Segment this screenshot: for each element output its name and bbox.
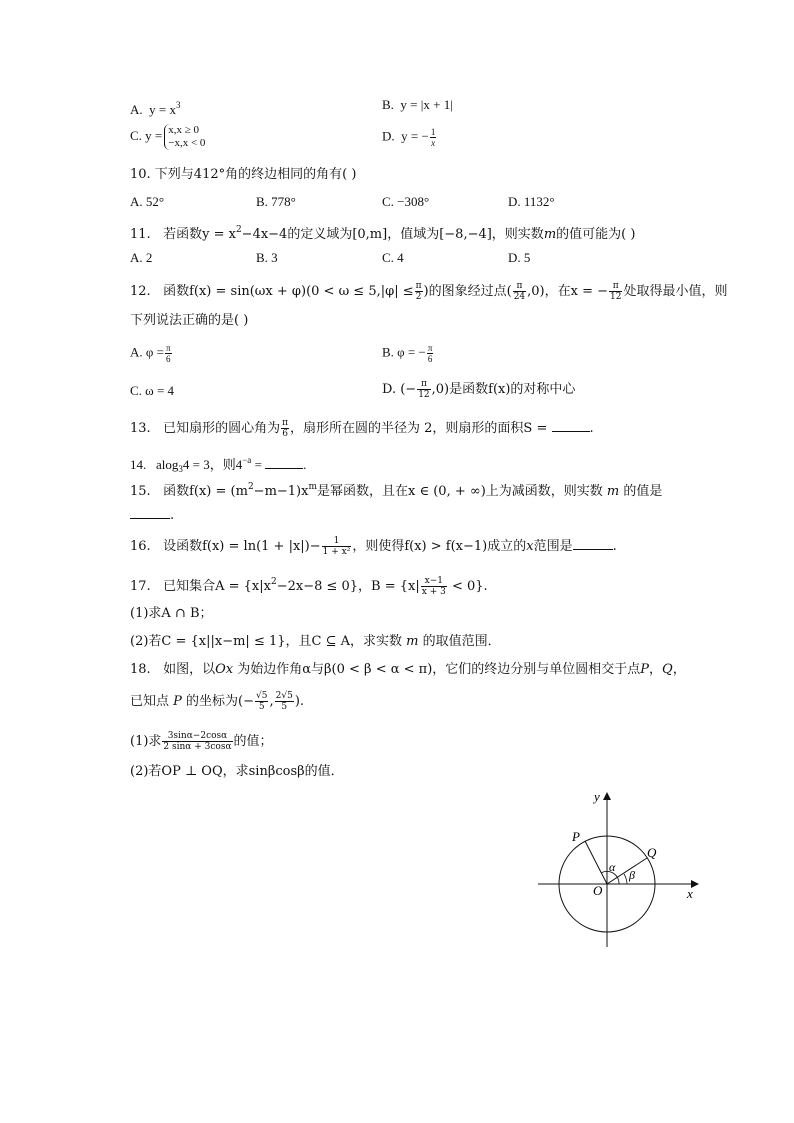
q13-answer-blank[interactable] — [552, 419, 590, 432]
beta-label: β — [629, 868, 635, 882]
q10-option-b: B. 778° — [256, 194, 296, 209]
q16-answer-blank[interactable] — [573, 537, 613, 550]
q10-option-c: C. −308° — [382, 194, 430, 209]
q15-answer-blank[interactable] — [130, 506, 170, 519]
q9-option-d: D. y = − $\frac{1}{x}$ — [382, 127, 436, 148]
q18-part2: (2)若OP ⊥ OQ，求sinβcosβ的值． — [130, 764, 344, 779]
y-axis-label: y — [594, 789, 600, 804]
q18-part1: (1)求 $\frac{3\sin\alpha-2\cos\alpha}{2 \sin\alpha + 3\cos\alpha}$ 的值； — [130, 731, 273, 752]
q11-option-c: C. 4 — [382, 250, 404, 265]
q12-option-a: A. φ = $\frac{\pi}{6}$ — [130, 343, 171, 364]
q12-stem: 12. 函数f(x) = sin(ωx + φ)(0 < ω ≤ 5,|φ| ≤ $\frac{\pi}{2}$ )的图象经过点( $\frac{\pi}{24}$ ,0)，在x = − $\frac{\pi}{12}$ 处取得最小值，则 — [130, 281, 728, 302]
q17-part2: (2)若C = {x||x−m| ≤ 1}，且C ⊆ A，求实数 m 的取值范围． — [130, 634, 501, 649]
beta-arc — [624, 874, 627, 884]
q12-option-c: C. ω = 4 — [130, 383, 175, 398]
q17-stem: 17. 已知集合$A = \{x|x^2-2x-8 \le 0\}$，B = {x| $\frac{x-1}{x + 3}$ < 0}. — [130, 576, 488, 597]
q18-stem-line2: 已知点 P 的坐标为(− $\frac{√5}{5}$ , $\frac{2√5}{5}$ ). — [130, 691, 305, 712]
alpha-label: α — [609, 860, 616, 874]
origin-label: O — [593, 883, 603, 898]
q12-option-b: B. φ = − $\frac{\pi}{6}$ — [382, 343, 433, 364]
q12-stem-line2: 下列说法正确的是( ) — [130, 313, 249, 328]
q14-stem: 14. alog$_3$4 = 3，则$4^{-a}$ = . — [130, 455, 307, 474]
q9-option-b: B. y = |x + 1| — [382, 97, 453, 112]
q10-option-a: A. 52° — [130, 194, 165, 209]
q11-option-d: D. 5 — [508, 250, 531, 265]
point-p-label: P — [572, 829, 580, 844]
ray-op — [585, 841, 607, 884]
q14-answer-blank[interactable] — [265, 456, 303, 469]
x-axis-label: x — [687, 886, 693, 901]
q13-stem: 13. 已知扇形的圆心角为 $\frac{\pi}{6}$ ，扇形所在圆的半径为 2，则扇形的面积S = . — [130, 418, 594, 439]
q10-option-d: D. 1132° — [508, 194, 555, 209]
q11-option-a: A. 2 — [130, 250, 153, 265]
q16-stem: 16. 设函数f(x) = ln(1 + |x|)− $\frac{1}{\text{1 + x²}}$ ，则使得f(x) > f(x−1)成立的x范围是 . — [130, 536, 617, 557]
q15-answer-line: . — [130, 506, 174, 525]
q17-part1: (1)求A ∩ B； — [130, 606, 213, 621]
point-q-label: Q — [647, 845, 657, 860]
q10-stem: 10. 下列与412°角的终边相同的角有( ) — [130, 167, 357, 182]
q15-stem: 15. 函数$f(x) = (m^2-m-1)x^m$是幂函数，且在x ∈ (0, + ∞)上为减函数，则实数 m 的值是 — [130, 482, 663, 499]
q12-option-d: D. (− $\frac{\pi}{12}$ ,0)是函数f(x)的对称中心 — [382, 379, 576, 400]
unit-circle-figure — [520, 785, 720, 965]
q11-stem: 11. 若函数$y = x^2-4x-4$的定义域为[0,m]，值域为[−8,−4]，则实数m的值可能为( ) — [130, 225, 636, 242]
q9-option-c: C. y = x,x ≥ 0 −x,x < 0 — [130, 124, 206, 149]
q9-option-a: A. $y = x^3$ — [130, 100, 181, 117]
q11-option-b: B. 3 — [256, 250, 278, 265]
q18-stem: 18. 如图，以Ox 为始边作角α与β(0 < β < α < π)，它们的终边分别与单位圆相交于点P，Q， — [130, 662, 686, 677]
